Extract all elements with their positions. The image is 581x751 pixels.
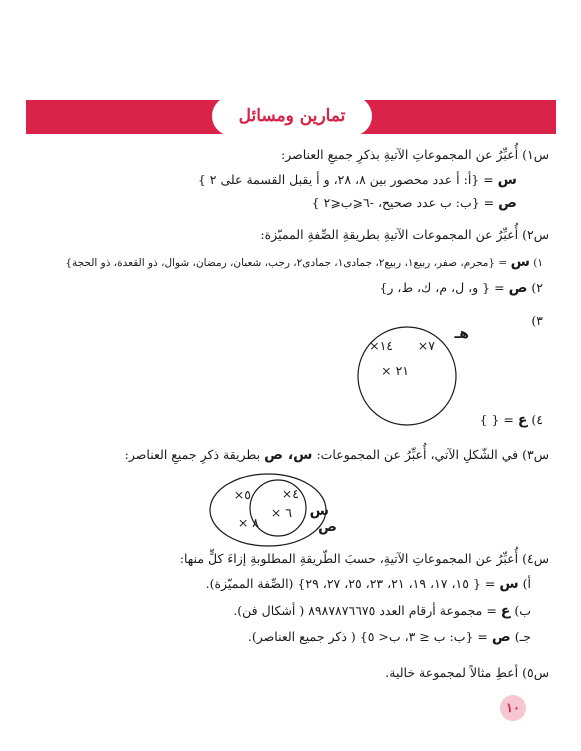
venn-outer-label: ص: [318, 519, 337, 535]
q3-symbols: س، ص: [264, 447, 313, 463]
q4-item-c-num: جـ): [514, 629, 531, 644]
set-h-element-1: ٧×: [417, 338, 435, 353]
q4-item-b: [233, 602, 531, 620]
page-number-badge: ١٠: [500, 695, 526, 721]
section-title: تمارين ومسائل: [212, 96, 372, 136]
venn-element-2: ٥×: [233, 487, 251, 502]
q4-prompt: [180, 550, 549, 568]
q1-set-p: [312, 194, 517, 212]
q1-set-s: [198, 171, 517, 189]
q3-prompt: [125, 446, 549, 464]
q4-item-b-text: = مجموعة أرقام العدد ٨٩٨٧٨٧٦٦٧٥ ( أشكال فن).: [233, 603, 497, 618]
q2-item-3-num: ٣): [531, 313, 543, 328]
q4-text: أُعبِّرُ عن المجموعاتِ الآتيةِ، حسبَ الطّريقةِ المطلوبةِ إزاءَ كلٍّ منها:: [179, 551, 519, 566]
q4-item-a-symbol: س: [499, 576, 519, 592]
q1-s-text: = {أ: أ عدد محصور بين ٨، ٢٨، و أ يقبل القسمة على ٢ }: [197, 172, 494, 187]
q2-item-3-symbol: هـ: [454, 326, 469, 342]
q1-p-text: = {ب: ب عدد صحيح، -٦⩽ب⩽٢ }: [311, 195, 495, 210]
q4-item-c: [248, 628, 531, 646]
q2-item-4: [480, 411, 543, 429]
q4-item-c-symbol: ص: [491, 629, 511, 645]
q3-label: س٣): [522, 447, 549, 462]
venn-outer-set: [210, 474, 326, 546]
q3-text-b: بطريقة ذكرِ جميعِ العناصر:: [124, 447, 261, 462]
q4-item-a-num: أ): [522, 576, 531, 591]
q2-item-1-symbol: س: [510, 254, 530, 270]
q2-item-4-num: ٤): [531, 412, 543, 427]
set-h-element-3: ٢١ ×: [381, 363, 409, 378]
q2-item-1-text: = {محرم، صفر، ربيع١، ربيع٢، جمادى١، جمادى٢، رجب، شعبان، رمضان، شوال، ذو القعدة، ذو الحجة}: [65, 257, 508, 269]
q2-prompt: [260, 226, 549, 244]
q4-item-b-symbol: ع: [500, 603, 511, 619]
q1-s-symbol: س: [497, 172, 517, 188]
q2-item-4-symbol: ع: [517, 412, 528, 428]
q3-text-a: في الشّكلِ الآتي، أُعبِّرُ عن المجموعات:: [316, 447, 519, 462]
q4-item-b-num: ب): [514, 603, 531, 618]
venn-inner-label: س: [309, 503, 329, 519]
q4-item-c-text: = {ب: ب ≤ ٣، ب< ٥} ( ذكر جميع العناصر).: [247, 629, 488, 644]
q1-text: أُعبِّرُ عن المجموعاتِ الآتيةِ بذكرِ جميعِ العناصر:: [280, 147, 519, 162]
q4-item-a-text: = { ١٥، ١٧، ١٩، ٢١، ٢٣، ٢٥، ٢٧، ٢٩} (الصِّفة المميّزة).: [205, 576, 496, 591]
q2-item-4-text: = { }: [479, 412, 514, 427]
q1-label: س١): [522, 147, 549, 162]
q4-label: س٤): [522, 551, 549, 566]
q2-item-2-symbol: ص: [508, 280, 528, 296]
q2-item-2-num: ٢): [531, 280, 543, 295]
q2-text: أُعبِّرُ عن المجموعات الآتيةِ بطريقةِ الصِّفةِ المميّزة:: [260, 227, 519, 242]
venn-element-4: ٨ ×: [237, 515, 259, 530]
venn-element-1: ٤×: [281, 486, 299, 501]
q5-label: س٥): [522, 665, 549, 680]
venn-element-3: ٦ ×: [270, 505, 292, 520]
q2-item-1-num: ١): [533, 257, 543, 269]
q4-item-a: [206, 575, 531, 593]
q1-p-symbol: ص: [498, 195, 517, 211]
q2-item-2-text: = { و، ل، م، ك، ط، ر}: [379, 280, 505, 295]
q1-prompt: [281, 146, 549, 164]
q5-prompt: [385, 664, 549, 682]
q2-item-2: [379, 279, 543, 297]
q2-item-1: [65, 253, 543, 272]
q2-label: س٢): [522, 227, 549, 242]
set-h-element-2: ١٤×: [369, 338, 393, 353]
q5-text: أعطِ مثالاً لمجموعة خالية.: [385, 665, 519, 680]
